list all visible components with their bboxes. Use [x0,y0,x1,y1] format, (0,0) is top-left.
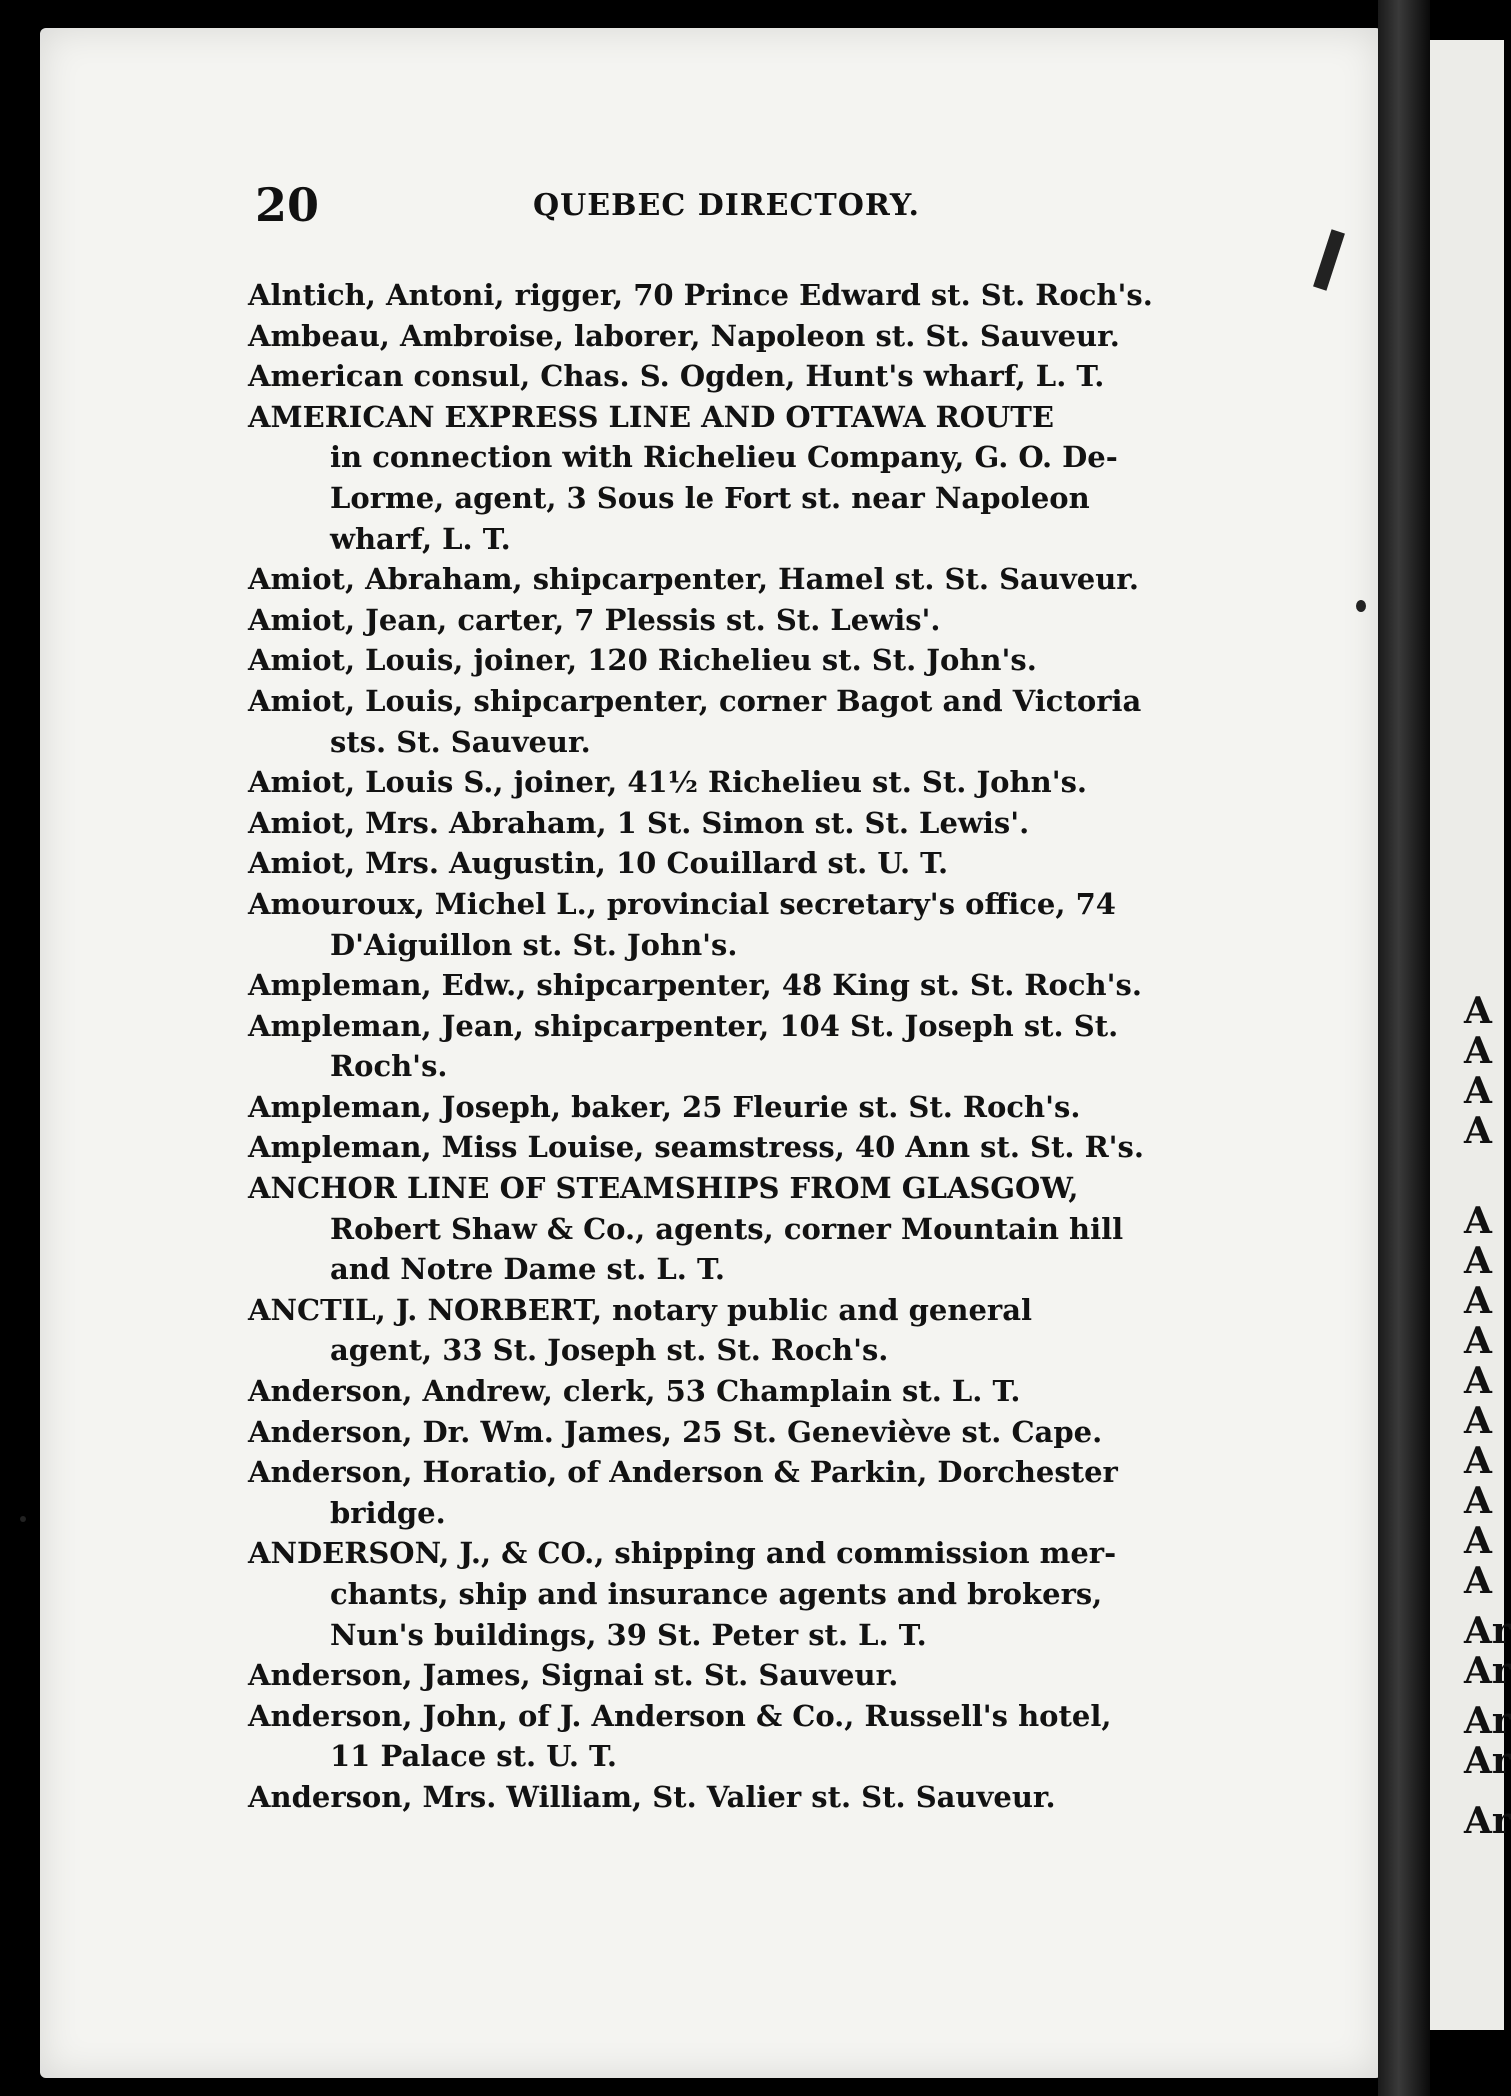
directory-entry [248,1777,1228,1818]
entry-continuation-line: bridge. [330,1495,446,1530]
directory-entry [248,1006,1228,1087]
entry-line: Ambeau, Ambroise, laborer, Napoleon st. St. Sauveur. [248,318,1120,353]
directory-entry [248,1290,1228,1371]
directory-entry [248,316,1228,357]
directory-entry [248,1412,1228,1453]
entry-line: Amiot, Jean, carter, 7 Plessis st. St. Lewis'. [248,602,941,637]
entry-line: Anderson, Andrew, clerk, 53 Champlain st. L. T. [248,1374,1021,1409]
entry-line: Anderson, James, Signai st. St. Sauveur. [248,1658,899,1693]
facing-page-letter: A [1464,1240,1492,1282]
facing-page-letter: A [1464,990,1492,1032]
directory-entry [248,1655,1228,1696]
entry-line: Anderson, Horatio, of Anderson & Parkin, Dorchester [248,1455,1118,1490]
entry-continuation-line: Robert Shaw & Co., agents, corner Mountain hill [330,1211,1124,1246]
facing-page-letter: Ar [1464,1650,1511,1692]
entry-continuation-line: D'Aiguillon st. St. John's. [330,927,738,962]
directory-entry [248,1696,1228,1777]
entry-line: Anderson, Dr. Wm. James, 25 St. Geneviève st. Cape. [248,1414,1103,1449]
facing-page-letter: Ar [1464,1740,1511,1782]
entry-line: Ampleman, Edw., shipcarpenter, 48 King st. St. Roch's. [248,968,1142,1003]
directory-entry [248,1127,1228,1168]
entry-line: Amiot, Abraham, shipcarpenter, Hamel st. St. Sauveur. [248,562,1139,597]
entry-continuation-line: agent, 33 St. Joseph st. St. Roch's. [330,1333,889,1368]
directory-entry [248,1168,1228,1290]
entry-continuation-line: Roch's. [330,1049,448,1084]
facing-page-letter: A [1464,1110,1492,1152]
directory-entry [248,356,1228,397]
ink-speck [1356,600,1366,612]
directory-entry [248,681,1228,762]
entry-line: Ampleman, Jean, shipcarpenter, 104 St. Joseph st. St. [248,1008,1119,1043]
facing-page-letter: A [1464,1200,1492,1242]
book-gutter [1378,0,1430,2096]
directory-entry [248,803,1228,844]
entry-line: Amouroux, Michel L., provincial secretary's office, 74 [248,886,1116,921]
directory-entry [248,600,1228,641]
facing-page-edge [1430,40,1511,2030]
entry-line: ANCHOR LINE OF STEAMSHIPS FROM GLASGOW, [248,1171,1079,1206]
entry-line: Amiot, Louis S., joiner, 41½ Richelieu st. St. John's. [248,765,1087,800]
entry-line: Amiot, Mrs. Abraham, 1 St. Simon st. St. Lewis'. [248,805,1030,840]
entry-continuation-line: Nun's buildings, 39 St. Peter st. L. T. [330,1617,927,1652]
entry-line: Ampleman, Joseph, baker, 25 Fleurie st. St. Roch's. [248,1089,1081,1124]
facing-page-letter: A [1464,1360,1492,1402]
directory-entry [248,1087,1228,1128]
directory-entries [248,275,1228,1818]
entry-continuation-line: and Notre Dame st. L. T. [330,1252,725,1287]
directory-entry [248,965,1228,1006]
facing-page-letter: A [1464,1440,1492,1482]
entry-continuation-line: Lorme, agent, 3 Sous le Fort st. near Napoleon [330,480,1090,515]
directory-entry [248,884,1228,965]
entry-continuation-line: sts. St. Sauveur. [330,724,591,759]
directory-entry [248,762,1228,803]
facing-page-letter: A [1464,1320,1492,1362]
entry-line: AMERICAN EXPRESS LINE AND OTTAWA ROUTE [248,399,1054,434]
ink-speck [20,1516,26,1522]
running-title: QUEBEC DIRECTORY. [533,188,920,223]
entry-continuation-line: chants, ship and insurance agents and brokers, [330,1577,1103,1611]
directory-entry [248,397,1228,559]
directory-entry [248,275,1228,316]
entry-line: Alntich, Antoni, rigger, 70 Prince Edward st. St. Roch's. [248,278,1153,312]
entry-line: Ampleman, Miss Louise, seamstress, 40 Ann st. St. R's. [248,1130,1144,1165]
facing-page-letter: A [1464,1560,1492,1602]
facing-page-letter: A [1464,1480,1492,1522]
facing-page-letter: Ar [1464,1610,1511,1652]
entry-line: Anderson, John, of J. Anderson & Co., Russell's hotel, [248,1698,1112,1733]
entry-continuation-line: 11 Palace st. U. T. [330,1739,617,1774]
entry-line: Amiot, Louis, shipcarpenter, corner Bagot and Victoria [248,683,1142,718]
facing-page-letter: A [1464,1070,1492,1112]
entry-line: Anderson, Mrs. William, St. Valier st. St. Sauveur. [248,1779,1056,1814]
directory-entry [248,640,1228,681]
entry-line: American consul, Chas. S. Ogden, Hunt's wharf, L. T. [248,359,1105,394]
page-number: 20 [255,178,320,232]
facing-page-letter: Ar [1464,1800,1511,1842]
directory-entry [248,1452,1228,1533]
entry-continuation-line: in connection with Richelieu Company, G. O. De- [330,440,1118,475]
directory-entry [248,1371,1228,1412]
directory-entry [248,843,1228,884]
directory-entry [248,559,1228,600]
page-header [255,178,1215,238]
entry-line: ANCTIL, J. NORBERT, notary public and general [248,1292,1033,1327]
entry-continuation-line: wharf, L. T. [330,521,511,556]
facing-page-letter: A [1464,1400,1492,1442]
facing-page-letter: Ar [1464,1700,1511,1742]
facing-page-letter: A [1464,1280,1492,1322]
directory-entry [248,1533,1228,1655]
facing-page-letter: A [1464,1030,1492,1072]
facing-page-letter: A [1464,1520,1492,1562]
entry-line: Amiot, Mrs. Augustin, 10 Couillard st. U. T. [248,846,949,881]
entry-line: Amiot, Louis, joiner, 120 Richelieu st. St. John's. [248,643,1037,678]
entry-line: ANDERSON, J., & CO., shipping and commission mer- [248,1536,1117,1571]
